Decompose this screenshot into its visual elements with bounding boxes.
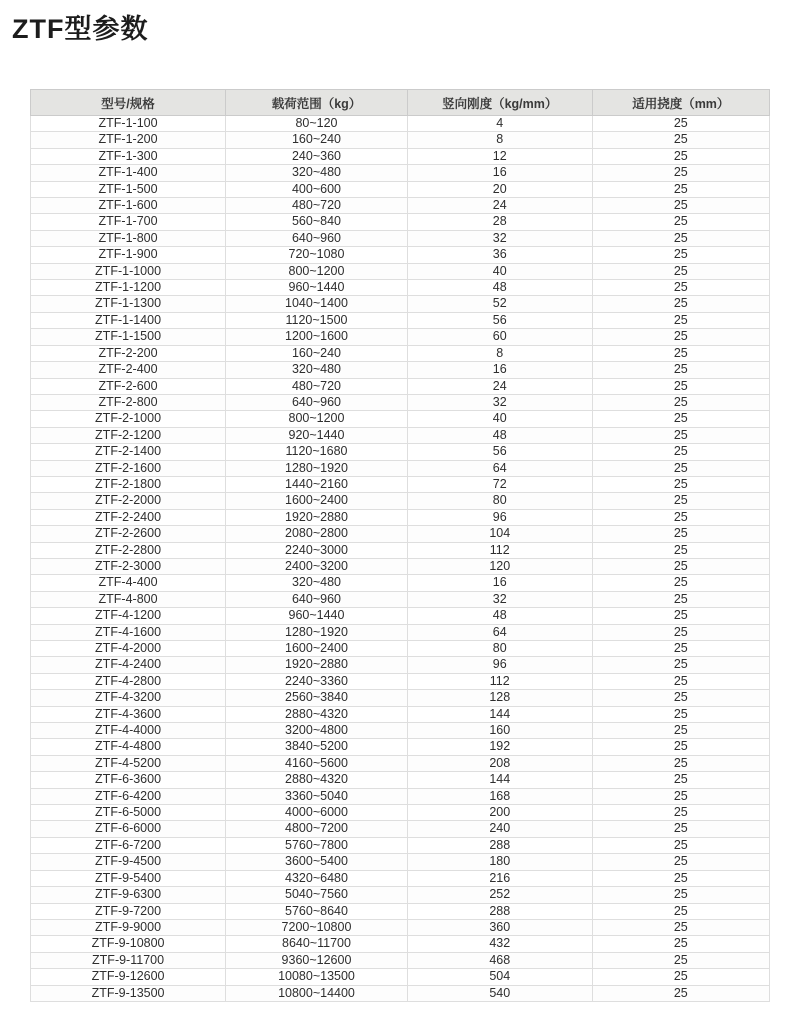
stiffness-cell: 80 xyxy=(407,493,592,509)
table-row xyxy=(31,296,770,312)
column-header: 适用挠度（mm） xyxy=(592,90,769,116)
stiffness-cell: 64 xyxy=(407,460,592,476)
load-range-cell: 5040~7560 xyxy=(226,887,408,903)
table-row xyxy=(31,329,770,345)
table-row xyxy=(31,460,770,476)
table-row xyxy=(31,723,770,739)
stiffness-cell: 28 xyxy=(407,214,592,230)
stiffness-cell: 288 xyxy=(407,903,592,919)
deflection-cell: 25 xyxy=(592,657,769,673)
load-range-cell: 3840~5200 xyxy=(226,739,408,755)
table-row xyxy=(31,591,770,607)
model-cell: ZTF-1-500 xyxy=(31,181,226,197)
table-row xyxy=(31,132,770,148)
stiffness-cell: 56 xyxy=(407,312,592,328)
stiffness-cell: 16 xyxy=(407,575,592,591)
stiffness-cell: 36 xyxy=(407,247,592,263)
table-row xyxy=(31,214,770,230)
table-row xyxy=(31,116,770,132)
stiffness-cell: 16 xyxy=(407,165,592,181)
load-range-cell: 10080~13500 xyxy=(226,969,408,985)
stiffness-cell: 52 xyxy=(407,296,592,312)
load-range-cell: 320~480 xyxy=(226,575,408,591)
load-range-cell: 2880~4320 xyxy=(226,706,408,722)
model-cell: ZTF-6-4200 xyxy=(31,788,226,804)
load-range-cell: 1600~2400 xyxy=(226,641,408,657)
stiffness-cell: 160 xyxy=(407,723,592,739)
deflection-cell: 25 xyxy=(592,509,769,525)
load-range-cell: 4800~7200 xyxy=(226,821,408,837)
load-range-cell: 920~1440 xyxy=(226,427,408,443)
load-range-cell: 5760~7800 xyxy=(226,837,408,853)
load-range-cell: 1920~2880 xyxy=(226,657,408,673)
load-range-cell: 3360~5040 xyxy=(226,788,408,804)
load-range-cell: 640~960 xyxy=(226,230,408,246)
deflection-cell: 25 xyxy=(592,280,769,296)
stiffness-cell: 8 xyxy=(407,345,592,361)
table-row xyxy=(31,870,770,886)
stiffness-cell: 112 xyxy=(407,673,592,689)
deflection-cell: 25 xyxy=(592,854,769,870)
stiffness-cell: 208 xyxy=(407,755,592,771)
model-cell: ZTF-2-1200 xyxy=(31,427,226,443)
table-row xyxy=(31,230,770,246)
load-range-cell: 1200~1600 xyxy=(226,329,408,345)
model-cell: ZTF-2-2400 xyxy=(31,509,226,525)
load-range-cell: 2080~2800 xyxy=(226,526,408,542)
column-header: 竖向刚度（kg/mm） xyxy=(407,90,592,116)
model-cell: ZTF-2-2000 xyxy=(31,493,226,509)
deflection-cell: 25 xyxy=(592,608,769,624)
table-row xyxy=(31,772,770,788)
load-range-cell: 5760~8640 xyxy=(226,903,408,919)
deflection-cell: 25 xyxy=(592,739,769,755)
stiffness-cell: 48 xyxy=(407,608,592,624)
deflection-cell: 25 xyxy=(592,723,769,739)
load-range-cell: 2240~3360 xyxy=(226,673,408,689)
deflection-cell: 25 xyxy=(592,837,769,853)
model-cell: ZTF-4-3200 xyxy=(31,690,226,706)
table-row xyxy=(31,526,770,542)
deflection-cell: 25 xyxy=(592,870,769,886)
model-cell: ZTF-2-1400 xyxy=(31,444,226,460)
stiffness-cell: 192 xyxy=(407,739,592,755)
load-range-cell: 1120~1680 xyxy=(226,444,408,460)
deflection-cell: 25 xyxy=(592,132,769,148)
deflection-cell: 25 xyxy=(592,985,769,1001)
model-cell: ZTF-4-1200 xyxy=(31,608,226,624)
load-range-cell: 160~240 xyxy=(226,345,408,361)
table-row xyxy=(31,247,770,263)
model-cell: ZTF-9-11700 xyxy=(31,952,226,968)
table-row xyxy=(31,542,770,558)
stiffness-cell: 4 xyxy=(407,116,592,132)
deflection-cell: 25 xyxy=(592,903,769,919)
stiffness-cell: 80 xyxy=(407,641,592,657)
model-cell: ZTF-1-1500 xyxy=(31,329,226,345)
stiffness-cell: 504 xyxy=(407,969,592,985)
stiffness-cell: 240 xyxy=(407,821,592,837)
load-range-cell: 1440~2160 xyxy=(226,476,408,492)
model-cell: ZTF-4-2400 xyxy=(31,657,226,673)
load-range-cell: 560~840 xyxy=(226,214,408,230)
load-range-cell: 320~480 xyxy=(226,362,408,378)
deflection-cell: 25 xyxy=(592,362,769,378)
load-range-cell: 2400~3200 xyxy=(226,558,408,574)
deflection-cell: 25 xyxy=(592,378,769,394)
model-cell: ZTF-4-4000 xyxy=(31,723,226,739)
stiffness-cell: 32 xyxy=(407,230,592,246)
table-row xyxy=(31,427,770,443)
model-cell: ZTF-4-4800 xyxy=(31,739,226,755)
stiffness-cell: 64 xyxy=(407,624,592,640)
table-row xyxy=(31,509,770,525)
deflection-cell: 25 xyxy=(592,476,769,492)
table-row xyxy=(31,952,770,968)
table-row xyxy=(31,378,770,394)
table-row xyxy=(31,903,770,919)
model-cell: ZTF-6-7200 xyxy=(31,837,226,853)
model-cell: ZTF-9-13500 xyxy=(31,985,226,1001)
page-title: ZTF型参数 xyxy=(12,14,149,44)
stiffness-cell: 468 xyxy=(407,952,592,968)
table-row xyxy=(31,312,770,328)
model-cell: ZTF-2-200 xyxy=(31,345,226,361)
stiffness-cell: 252 xyxy=(407,887,592,903)
model-cell: ZTF-2-400 xyxy=(31,362,226,378)
deflection-cell: 25 xyxy=(592,755,769,771)
model-cell: ZTF-2-1600 xyxy=(31,460,226,476)
load-range-cell: 80~120 xyxy=(226,116,408,132)
model-cell: ZTF-4-2000 xyxy=(31,641,226,657)
table-row xyxy=(31,608,770,624)
load-range-cell: 7200~10800 xyxy=(226,919,408,935)
load-range-cell: 400~600 xyxy=(226,181,408,197)
model-cell: ZTF-2-600 xyxy=(31,378,226,394)
table-row xyxy=(31,657,770,673)
model-cell: ZTF-9-10800 xyxy=(31,936,226,952)
table-row xyxy=(31,263,770,279)
model-cell: ZTF-1-600 xyxy=(31,198,226,214)
deflection-cell: 25 xyxy=(592,263,769,279)
stiffness-cell: 360 xyxy=(407,919,592,935)
model-cell: ZTF-1-100 xyxy=(31,116,226,132)
deflection-cell: 25 xyxy=(592,805,769,821)
model-cell: ZTF-9-7200 xyxy=(31,903,226,919)
model-cell: ZTF-4-400 xyxy=(31,575,226,591)
deflection-cell: 25 xyxy=(592,542,769,558)
table-row xyxy=(31,280,770,296)
stiffness-cell: 288 xyxy=(407,837,592,853)
table-row xyxy=(31,165,770,181)
stiffness-cell: 180 xyxy=(407,854,592,870)
table-row xyxy=(31,755,770,771)
model-cell: ZTF-4-1600 xyxy=(31,624,226,640)
table-row xyxy=(31,575,770,591)
deflection-cell: 25 xyxy=(592,936,769,952)
deflection-cell: 25 xyxy=(592,575,769,591)
deflection-cell: 25 xyxy=(592,247,769,263)
table-row xyxy=(31,641,770,657)
table-row xyxy=(31,805,770,821)
parameters-table xyxy=(30,89,770,1002)
table-row xyxy=(31,919,770,935)
stiffness-cell: 104 xyxy=(407,526,592,542)
load-range-cell: 320~480 xyxy=(226,165,408,181)
deflection-cell: 25 xyxy=(592,919,769,935)
stiffness-cell: 168 xyxy=(407,788,592,804)
load-range-cell: 240~360 xyxy=(226,148,408,164)
load-range-cell: 2880~4320 xyxy=(226,772,408,788)
deflection-cell: 25 xyxy=(592,165,769,181)
deflection-cell: 25 xyxy=(592,181,769,197)
deflection-cell: 25 xyxy=(592,444,769,460)
stiffness-cell: 96 xyxy=(407,657,592,673)
table-row xyxy=(31,181,770,197)
model-cell: ZTF-1-200 xyxy=(31,132,226,148)
model-cell: ZTF-1-1200 xyxy=(31,280,226,296)
load-range-cell: 10800~14400 xyxy=(226,985,408,1001)
model-cell: ZTF-2-2800 xyxy=(31,542,226,558)
deflection-cell: 25 xyxy=(592,345,769,361)
model-cell: ZTF-1-1300 xyxy=(31,296,226,312)
model-cell: ZTF-9-4500 xyxy=(31,854,226,870)
deflection-cell: 25 xyxy=(592,312,769,328)
load-range-cell: 960~1440 xyxy=(226,280,408,296)
deflection-cell: 25 xyxy=(592,706,769,722)
load-range-cell: 1280~1920 xyxy=(226,624,408,640)
deflection-cell: 25 xyxy=(592,969,769,985)
model-cell: ZTF-2-2600 xyxy=(31,526,226,542)
table-row xyxy=(31,411,770,427)
stiffness-cell: 48 xyxy=(407,280,592,296)
table-row xyxy=(31,493,770,509)
column-header: 型号/规格 xyxy=(31,90,226,116)
load-range-cell: 480~720 xyxy=(226,198,408,214)
load-range-cell: 4000~6000 xyxy=(226,805,408,821)
stiffness-cell: 216 xyxy=(407,870,592,886)
model-cell: ZTF-2-1000 xyxy=(31,411,226,427)
load-range-cell: 800~1200 xyxy=(226,263,408,279)
stiffness-cell: 128 xyxy=(407,690,592,706)
table-row xyxy=(31,198,770,214)
stiffness-cell: 56 xyxy=(407,444,592,460)
deflection-cell: 25 xyxy=(592,148,769,164)
deflection-cell: 25 xyxy=(592,230,769,246)
load-range-cell: 1120~1500 xyxy=(226,312,408,328)
table-container xyxy=(30,89,770,1002)
model-cell: ZTF-4-800 xyxy=(31,591,226,607)
deflection-cell: 25 xyxy=(592,214,769,230)
model-cell: ZTF-4-5200 xyxy=(31,755,226,771)
model-cell: ZTF-9-5400 xyxy=(31,870,226,886)
model-cell: ZTF-1-300 xyxy=(31,148,226,164)
stiffness-cell: 112 xyxy=(407,542,592,558)
model-cell: ZTF-2-1800 xyxy=(31,476,226,492)
deflection-cell: 25 xyxy=(592,411,769,427)
stiffness-cell: 200 xyxy=(407,805,592,821)
stiffness-cell: 24 xyxy=(407,198,592,214)
stiffness-cell: 40 xyxy=(407,263,592,279)
deflection-cell: 25 xyxy=(592,526,769,542)
deflection-cell: 25 xyxy=(592,887,769,903)
table-row xyxy=(31,345,770,361)
deflection-cell: 25 xyxy=(592,493,769,509)
table-row xyxy=(31,837,770,853)
load-range-cell: 1040~1400 xyxy=(226,296,408,312)
model-cell: ZTF-1-1400 xyxy=(31,312,226,328)
stiffness-cell: 48 xyxy=(407,427,592,443)
model-cell: ZTF-9-6300 xyxy=(31,887,226,903)
load-range-cell: 4320~6480 xyxy=(226,870,408,886)
table-row xyxy=(31,969,770,985)
load-range-cell: 8640~11700 xyxy=(226,936,408,952)
column-header: 载荷范围（kg） xyxy=(226,90,408,116)
model-cell: ZTF-1-900 xyxy=(31,247,226,263)
load-range-cell: 800~1200 xyxy=(226,411,408,427)
deflection-cell: 25 xyxy=(592,198,769,214)
table-row xyxy=(31,476,770,492)
table-row xyxy=(31,558,770,574)
stiffness-cell: 8 xyxy=(407,132,592,148)
model-cell: ZTF-4-2800 xyxy=(31,673,226,689)
model-cell: ZTF-6-5000 xyxy=(31,805,226,821)
stiffness-cell: 540 xyxy=(407,985,592,1001)
table-row xyxy=(31,887,770,903)
table-row xyxy=(31,936,770,952)
load-range-cell: 1280~1920 xyxy=(226,460,408,476)
stiffness-cell: 432 xyxy=(407,936,592,952)
model-cell: ZTF-1-400 xyxy=(31,165,226,181)
model-cell: ZTF-4-3600 xyxy=(31,706,226,722)
stiffness-cell: 32 xyxy=(407,394,592,410)
deflection-cell: 25 xyxy=(592,116,769,132)
deflection-cell: 25 xyxy=(592,558,769,574)
load-range-cell: 640~960 xyxy=(226,394,408,410)
load-range-cell: 160~240 xyxy=(226,132,408,148)
stiffness-cell: 144 xyxy=(407,772,592,788)
load-range-cell: 960~1440 xyxy=(226,608,408,624)
table-header-row xyxy=(31,90,770,116)
stiffness-cell: 60 xyxy=(407,329,592,345)
load-range-cell: 3600~5400 xyxy=(226,854,408,870)
table-row xyxy=(31,706,770,722)
table-row xyxy=(31,394,770,410)
table-row xyxy=(31,690,770,706)
table-row xyxy=(31,444,770,460)
deflection-cell: 25 xyxy=(592,296,769,312)
table-row xyxy=(31,854,770,870)
stiffness-cell: 120 xyxy=(407,558,592,574)
load-range-cell: 2560~3840 xyxy=(226,690,408,706)
table-row xyxy=(31,673,770,689)
table-row xyxy=(31,821,770,837)
deflection-cell: 25 xyxy=(592,952,769,968)
load-range-cell: 9360~12600 xyxy=(226,952,408,968)
load-range-cell: 2240~3000 xyxy=(226,542,408,558)
load-range-cell: 4160~5600 xyxy=(226,755,408,771)
table-row xyxy=(31,362,770,378)
deflection-cell: 25 xyxy=(592,772,769,788)
deflection-cell: 25 xyxy=(592,394,769,410)
model-cell: ZTF-1-1000 xyxy=(31,263,226,279)
table-row xyxy=(31,624,770,640)
table-row xyxy=(31,985,770,1001)
deflection-cell: 25 xyxy=(592,641,769,657)
model-cell: ZTF-9-9000 xyxy=(31,919,226,935)
model-cell: ZTF-2-3000 xyxy=(31,558,226,574)
deflection-cell: 25 xyxy=(592,329,769,345)
load-range-cell: 1920~2880 xyxy=(226,509,408,525)
deflection-cell: 25 xyxy=(592,591,769,607)
model-cell: ZTF-1-700 xyxy=(31,214,226,230)
load-range-cell: 640~960 xyxy=(226,591,408,607)
deflection-cell: 25 xyxy=(592,690,769,706)
load-range-cell: 3200~4800 xyxy=(226,723,408,739)
stiffness-cell: 24 xyxy=(407,378,592,394)
stiffness-cell: 72 xyxy=(407,476,592,492)
load-range-cell: 1600~2400 xyxy=(226,493,408,509)
deflection-cell: 25 xyxy=(592,821,769,837)
deflection-cell: 25 xyxy=(592,673,769,689)
model-cell: ZTF-6-6000 xyxy=(31,821,226,837)
stiffness-cell: 20 xyxy=(407,181,592,197)
stiffness-cell: 96 xyxy=(407,509,592,525)
stiffness-cell: 40 xyxy=(407,411,592,427)
table-row xyxy=(31,788,770,804)
model-cell: ZTF-9-12600 xyxy=(31,969,226,985)
table-row xyxy=(31,739,770,755)
table-row xyxy=(31,148,770,164)
stiffness-cell: 32 xyxy=(407,591,592,607)
load-range-cell: 720~1080 xyxy=(226,247,408,263)
stiffness-cell: 144 xyxy=(407,706,592,722)
load-range-cell: 480~720 xyxy=(226,378,408,394)
deflection-cell: 25 xyxy=(592,624,769,640)
stiffness-cell: 16 xyxy=(407,362,592,378)
model-cell: ZTF-6-3600 xyxy=(31,772,226,788)
model-cell: ZTF-2-800 xyxy=(31,394,226,410)
model-cell: ZTF-1-800 xyxy=(31,230,226,246)
stiffness-cell: 12 xyxy=(407,148,592,164)
deflection-cell: 25 xyxy=(592,427,769,443)
deflection-cell: 25 xyxy=(592,460,769,476)
deflection-cell: 25 xyxy=(592,788,769,804)
